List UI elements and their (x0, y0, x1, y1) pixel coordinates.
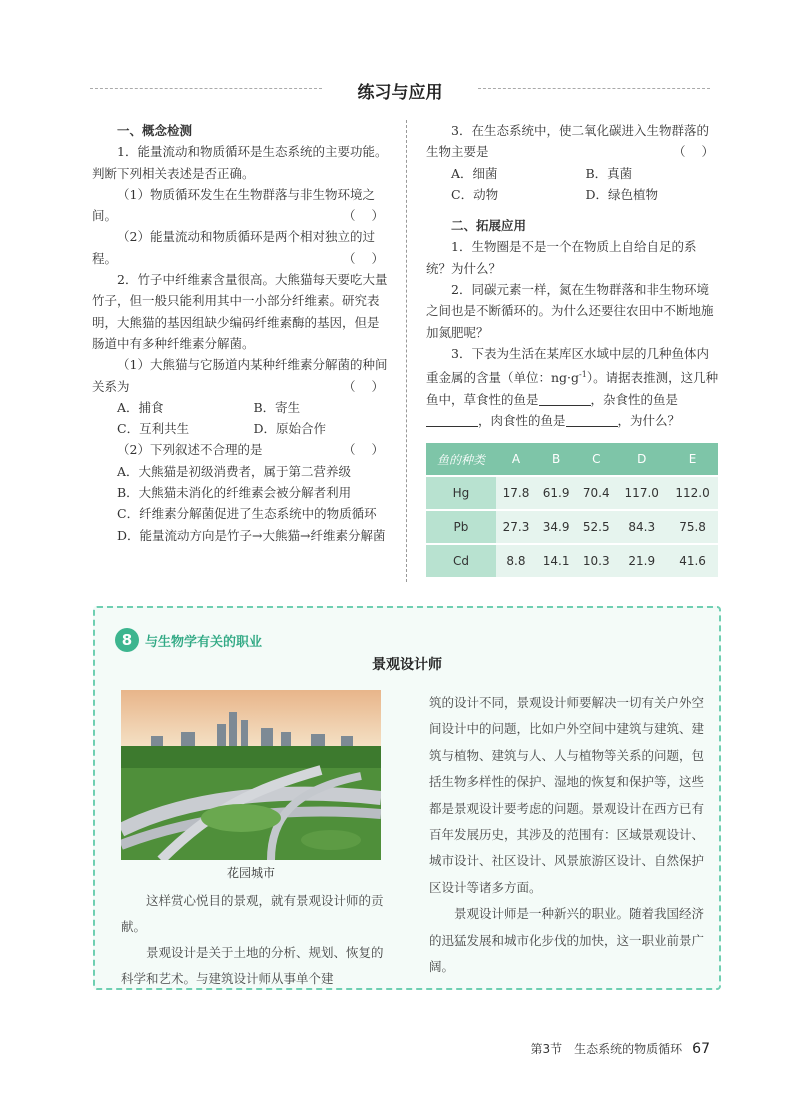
option: D．能量流动方向是竹子→大熊猫→纤维素分解菌 (117, 527, 386, 543)
garden-city-photo (121, 690, 381, 860)
question-2-1: （1）大熊猫与它肠道内某种纤维素分解菌的种间关系为 （ ） (92, 357, 390, 394)
table-cell: 117.0 (616, 477, 667, 509)
career-right-text (429, 690, 707, 980)
table-cell: 21.9 (616, 545, 667, 577)
extension-2: 2．同碳元素一样，氮在生物群落和非生物环境之间也是不断循环的。为什么还要往农田中不断地施加氮肥呢？ (426, 282, 714, 340)
column-header: B (552, 452, 561, 466)
option: A．细菌 (451, 165, 498, 181)
option: A．大熊猫是初级消费者，属于第二营养级 (117, 463, 352, 479)
table-cell: 10.3 (576, 545, 616, 577)
career-paragraph: 景观设计是关于土地的分析、规划、恢复的科学和艺术。与建筑设计师从事单个建 (121, 945, 384, 986)
question-3-options (426, 163, 720, 206)
table-row (426, 545, 718, 577)
left-column (92, 120, 390, 546)
table-cell: 14.1 (536, 545, 576, 577)
table-cell: 70.4 (576, 477, 616, 509)
heavy-metal-table (426, 441, 718, 579)
career-box (93, 606, 721, 990)
column-header: A (511, 452, 521, 466)
table-cell: 75.8 (667, 511, 718, 543)
option: C．纤维素分解菌促进了生态系统中的物质循环 (117, 506, 377, 522)
photo-caption: 花园城市 (226, 866, 275, 880)
table-corner: 鱼的种类 (436, 452, 485, 467)
extension-1: 1．生物圈是不是一个在物质上自给自足的系统？为什么？ (426, 239, 697, 276)
extension-3: 3．下表为生活在某库区水域中层的几种鱼体内重金属的含量（单位：$ng\cdot g^{-1}$）。请据表推测，这几种鱼中，草食性的鱼是 ，杂食性的鱼是，肉食性的鱼是 ，为什么？ (426, 345, 719, 429)
column-header: C (592, 452, 601, 466)
question-2: 2．竹子中纤维素含量很高。大熊猫每天要吃大量竹子，但一般只能利用其中一小部分纤维素。研究表明，大熊猫的基因组缺少编码纤维素酶的基因，但是肠道中有多种纤维素分解菌。 (92, 272, 388, 351)
right-column (426, 120, 720, 431)
option: A．捕食 (117, 399, 164, 415)
question-1-1: （1）物质循环发生在生物群落与非生物环境之间。 （ ） (92, 186, 390, 224)
option: D．绿色植物 (585, 186, 659, 202)
table-cell: 17.8 (496, 477, 536, 509)
answer-blank (566, 414, 618, 427)
table-cell: 8.8 (496, 545, 536, 577)
table-row (426, 511, 718, 543)
row-label: Cd (426, 545, 496, 577)
question-1: 1．能量流动和物质循环是生态系统的主要功能。判断下列相关表述是否正确。 (92, 144, 388, 181)
career-person-icon: 8 (115, 628, 139, 652)
footer-section: 第3节 生态系统的物质循环 (530, 1042, 683, 1056)
career-badge-label: 与生物学有关的职业 (145, 634, 263, 650)
table-cell: 41.6 (667, 545, 718, 577)
table-cell: 84.3 (616, 511, 667, 543)
option: D．原始合作 (253, 421, 327, 437)
table-cell: 34.9 (536, 511, 576, 543)
career-paragraph: 筑的设计不同，景观设计师要解决一切有关户外空间设计中的问题，比如户外空间中建筑与建筑、建筑与植物、建筑与人、人与植物等关系的问题，包括生物多样性的保护、湿地的恢复和保护等，这些都是景观设计要考虑的问题。景观设计在西方已有百年发展历史，其涉及的范围有：区域景观设计、城市设计、社区设计、风景旅游区设计、自然保护区设计等诸多方面。 (429, 695, 705, 895)
question-3: 3．在生态系统中，使二氧化碳进入生物群落的生物主要是 （ ） (426, 123, 720, 160)
table-header-row (426, 443, 718, 475)
page-footer (0, 1040, 710, 1057)
page-number: 67 (692, 1041, 710, 1057)
column-header: D (637, 452, 647, 466)
option: B．寄生 (253, 399, 301, 415)
section-header (90, 78, 710, 103)
career-paragraph: 这样赏心悦目的景观，就有景观设计师的贡献。 (121, 893, 384, 934)
header-title: 练习与应用 (357, 83, 443, 103)
column-header: E (688, 452, 697, 466)
row-label: Pb (426, 511, 496, 543)
table-cell: 27.3 (496, 511, 536, 543)
question-1-2: （2）能量流动和物质循环是两个相对独立的过程。 （ ） (92, 229, 390, 266)
answer-blank (539, 393, 591, 406)
option: C．互利共生 (117, 421, 190, 437)
career-badge (115, 628, 262, 652)
section2-title: 二、拓展应用 (451, 218, 527, 234)
career-paragraph: 景观设计师是一种新兴的职业。随着我国经济的迅猛发展和城市化步伐的加快，这一职业前景广阔。 (429, 906, 705, 975)
table-cell: 112.0 (667, 477, 718, 509)
option: B．真菌 (585, 165, 633, 181)
row-label: Hg (426, 477, 496, 509)
table-cell: 52.5 (576, 511, 616, 543)
question-2-2: （2）下列叙述不合理的是 （ ） (117, 442, 390, 458)
column-divider (406, 120, 407, 582)
answer-blank (426, 414, 478, 427)
table-row (426, 477, 718, 509)
option: C．动物 (451, 186, 499, 202)
table-cell: 61.9 (536, 477, 576, 509)
career-title: 景观设计师 (372, 657, 442, 673)
option: B．大熊猫未消化的纤维素会被分解者利用 (117, 485, 352, 501)
question-2-1-options (92, 397, 390, 440)
career-left-text (121, 888, 391, 992)
section1-title: 一、概念检测 (117, 123, 193, 138)
